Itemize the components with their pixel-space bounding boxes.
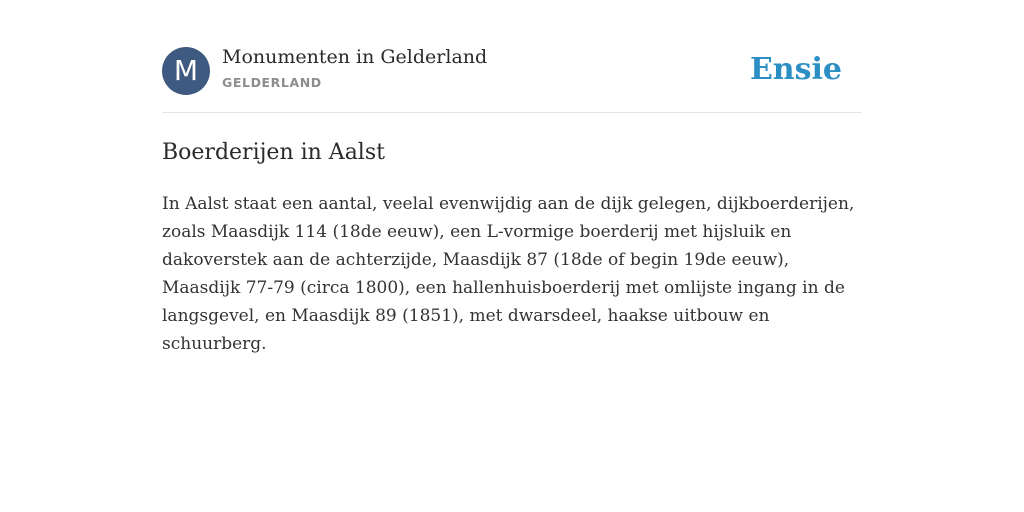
avatar[interactable]: M — [162, 47, 210, 95]
site-subtitle[interactable]: GELDERLAND — [222, 75, 322, 90]
article-body: In Aalst staat een aantal, veelal evenwijdig aan de dijk gelegen, dijkboerderijen, zoals Maasdijk 114 (18de eeuw), een L-vormige boerderij met hijsluik en dakoverstek aan de achterzijde, Maasdijk 87 (18de of begin 19de eeuw), Maasdijk 77-79 (circa 1800), een hallenhuisboerderij met omlijste ingang in de langsgevel, en Maasdijk 89 (1851), met dwarsdeel, haakse uitbouw en schuurberg. — [162, 194, 855, 354]
site-header — [162, 0, 862, 113]
content-container — [162, 0, 862, 354]
ensie-logo[interactable]: Ensie — [749, 52, 842, 87]
site-title[interactable]: Monumenten in Gelderland — [222, 46, 488, 68]
article-title: Boerderijen in Aalst — [162, 140, 385, 165]
